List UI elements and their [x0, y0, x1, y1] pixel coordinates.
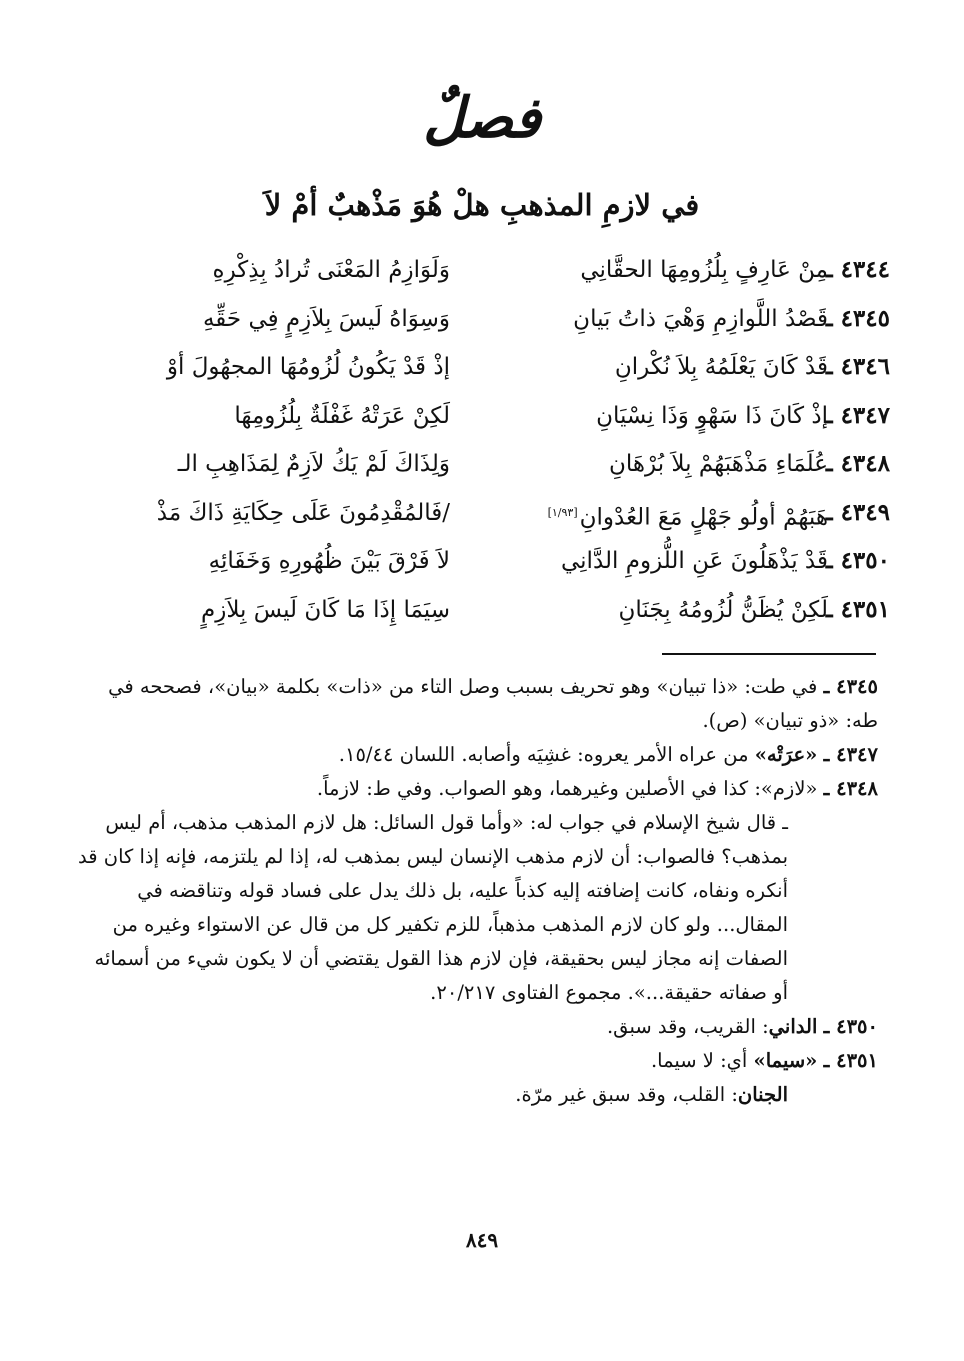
verse-row [60, 588, 890, 637]
footnote-keyword: الداني [768, 1015, 818, 1038]
verse-number: ٤٣٤٦ ـ [825, 353, 890, 380]
verse-first-hemistich: وَلِذَاكَ لَمْ يَكُ لاَزِمٌ لِمَذَاهِبِ الـ [177, 451, 450, 477]
verse-number: ٤٣٤٤ ـ [825, 256, 890, 283]
verse-first-hemistich: وَلَوَازِمُ المَعْنَى تُرادُ بِذِكْرِهِ [212, 257, 450, 283]
verse-number: ٤٣٤٩ ـ [825, 498, 890, 526]
footnote [78, 738, 878, 772]
verse-row [60, 491, 890, 540]
verse-first-hemistich: سِيَمَا إِذَا مَا كَانَ لَيسَ بِلاَزِمٍ [200, 596, 450, 623]
poem [60, 248, 890, 636]
page-number: ٨٤٩ [465, 1228, 499, 1252]
verse-second-hemistich: عُلَمَاءِ مَذْهَبَهُمْ بِلاَ بُرْهَانِ [608, 451, 828, 477]
footnote-number: ٤٣٥١ ـ [823, 1049, 878, 1072]
verse-row [60, 442, 890, 491]
verse-second-hemistich: قَدْ كَانَ يَعْلَمُهُ بِلاَ نُكْرانِ [614, 354, 828, 380]
footnote-number: ٤٣٥٠ ـ [823, 1015, 878, 1038]
verse-second-hemistich [498, 491, 828, 540]
manuscript-page-mark: [١/٩٣] [547, 505, 578, 519]
verse-number: ٤٣٤٥ ـ [825, 304, 890, 332]
footnote [78, 1044, 878, 1078]
footnote-keyword: الجنان [737, 1083, 788, 1106]
footnote-quote: ـ قال شيخ الإسلام في جواب له: «وأما قول السائل: هل لازم المذهب مذهب، أم ليس بمذهب؟ فالصواب: أن لازم مذهب الإنسان ليس بمذهب له، إذا لم يلتزمه، فإنه إذا كان قد أنكره ونفاه، كانت إضافته إليه كذباً عليه، بل ذلك يدل على فساد قوله وتناقضه في المقال... ولو كان لازم المذهب مذهباً، للزم تكفير كل من قال عن الاستواء وغيره من الصفات إنه مجاز ليس بحقيقة، فإن لازم هذا القول يقتضي أن لا يكون شيء من أسمائه أو صفاته حقيقة...». مجموع الفتاوى ٢٠/٢١٧. [78, 811, 788, 1004]
verse-first-hemistich: /فَالمُقْدِمُونَ عَلَى حِكَايَةِ ذَاكَ مَذْ [156, 499, 450, 526]
verse-row [60, 248, 890, 297]
section-title: في لازمِ المذهبِ هلْ هُوَ مَذْهبٌ أمْ لاَ [264, 188, 700, 222]
footnote-text: : القلب، وقد سبق غير مرّة. [515, 1083, 738, 1106]
verse-first-hemistich: لاَ فَرْقَ بَيْنَ ظُهُورِهِ وَخَفَائِهِ [208, 548, 450, 574]
footnote-continuation [78, 1078, 878, 1112]
verse-row [60, 345, 890, 394]
verse-second-hemistich: مِنْ عَارِفٍ بِلُزُومِهَا الحقَّانِي [580, 257, 828, 283]
footnote-text: «لازم»: كذا في الأصلين وغيرهما، وهو الصواب. وفي ط: لازماً. [316, 777, 818, 800]
footnote-number: ٤٣٤٨ ـ [823, 777, 878, 800]
verse-number: ٤٣٥١ ـ [825, 595, 890, 623]
footnote-text: أي: لا سيما. [650, 1049, 754, 1072]
verse-second-hemistich: إذْ كَانَ ذَا سَهْوٍ وَذَا نِسْيَانِ [596, 402, 828, 429]
verse-number: ٤٣٤٧ ـ [825, 401, 890, 429]
verse-row [60, 539, 890, 588]
footnote-number: ٤٣٤٧ ـ [823, 743, 878, 766]
verse-second-hemistich: لَكِنْ يُظَنُّ لُزُومُهُ بِجَنَانِ [618, 596, 828, 623]
section-heading: فصلٌ [423, 85, 541, 151]
footnote [78, 1010, 878, 1044]
verse-first-hemistich: لَكِنْ عَرَتْهُ غَفْلَةٌ بِلُزُومِهَا [234, 402, 450, 429]
footnote-text: في طت: «ذا تبيان» وهو تحريف بسبب وصل التاء من «ذات» بكلمة «بيان»، فصححه في طه: «ذو تبيان» (ص). [108, 675, 878, 732]
verse-number: ٤٣٤٨ ـ [825, 450, 890, 477]
verse-row [60, 394, 890, 443]
footnote-number: ٤٣٤٥ ـ [823, 675, 878, 698]
footnote-text: : القريب، وقد سبق. [606, 1015, 769, 1038]
verse-number: ٤٣٥٠ ـ [825, 547, 890, 574]
verse-second-hemistich: قَصْدُ اللَّوازِمِ وَهْيَ ذاتُ بَيانِ [573, 305, 828, 332]
verse-first-hemistich: إذْ قَدْ يَكُونُ لُزُومُهَا المجهُولَ أوْ [166, 354, 450, 380]
footnote [78, 670, 878, 738]
footnote [78, 772, 878, 806]
verse-row [60, 297, 890, 346]
footnote-text: من عراه الأمر يعروه: غشِيَه وأصابه. اللسان ١٥/٤٤. [338, 743, 755, 766]
verse-text: هَبَهُمْ أولُو جَهْلٍ مَعَ العُدْوانِ [579, 504, 828, 531]
verse-second-hemistich: قَدْ يَذْهَلُونَ عَنِ اللُّزومِ الدَّانِي [560, 548, 828, 574]
verse-first-hemistich: وَسِوَاهُ لَيسَ بِلاَزِمٍ فِي حَقِّهِ [202, 305, 450, 332]
footnote-keyword: «سيما» [753, 1049, 818, 1072]
footnote-separator [662, 653, 876, 655]
footnote-keyword: «عرَتْه» [754, 743, 818, 766]
footnotes [78, 670, 878, 1112]
